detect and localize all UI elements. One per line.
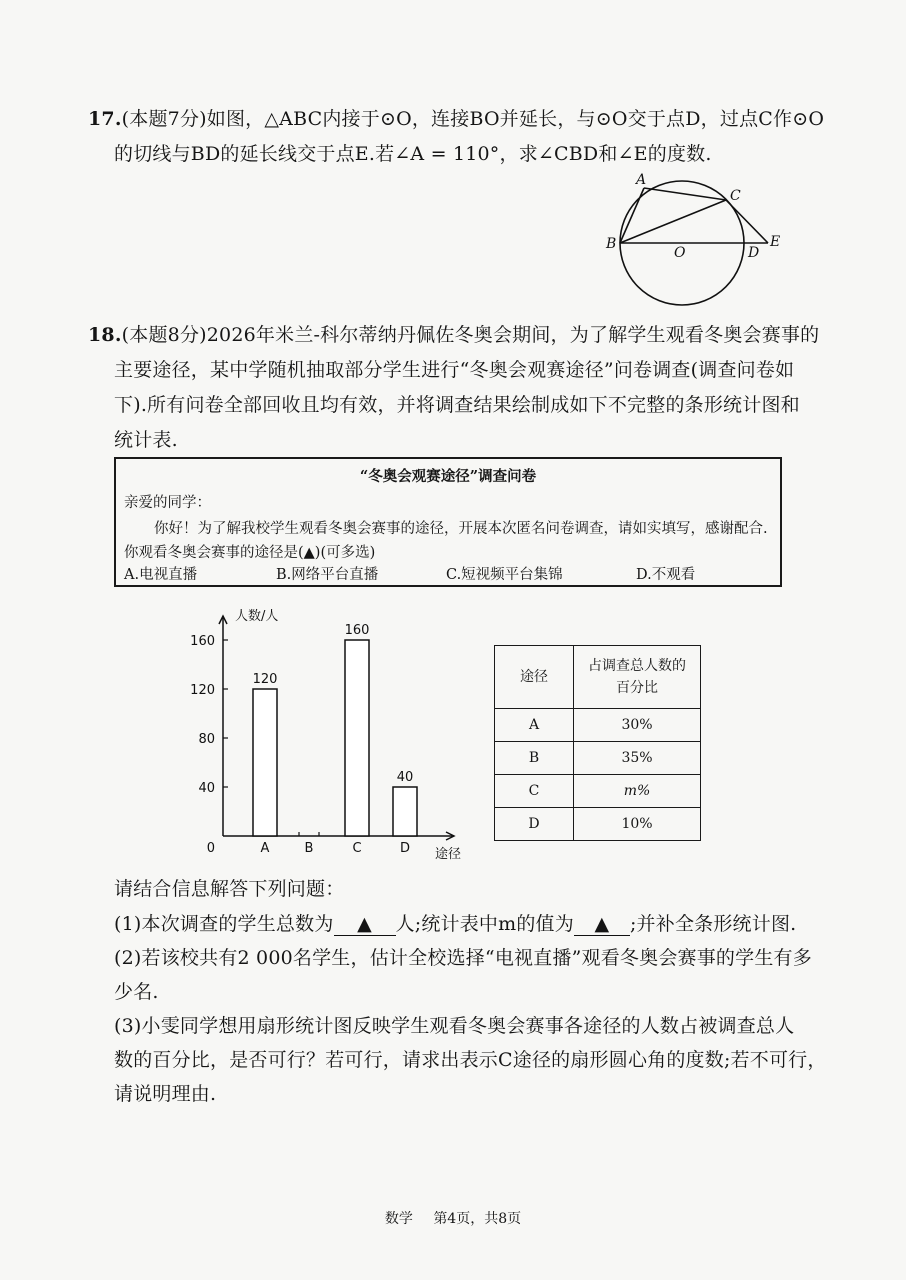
q18-sub3-line3: 请说明理由. bbox=[114, 1083, 217, 1105]
bar-chart bbox=[188, 598, 478, 868]
bar-c bbox=[345, 640, 369, 836]
q17-line1 bbox=[88, 104, 824, 131]
circle-geometry-figure bbox=[598, 168, 788, 308]
x-tick-label: A bbox=[260, 841, 270, 856]
y-tick-label: 40 bbox=[198, 781, 215, 796]
footer-subject: 数学 bbox=[384, 1211, 413, 1227]
y-tick-label: 120 bbox=[190, 683, 215, 698]
row-percent: 35% bbox=[574, 742, 701, 775]
table-row bbox=[495, 775, 701, 808]
row-percent: 10% bbox=[574, 808, 701, 841]
table-row bbox=[495, 742, 701, 775]
x-tick-label: C bbox=[352, 841, 362, 856]
table-row bbox=[495, 808, 701, 841]
q18-text-1: (本题8分)2026年米兰-科尔蒂纳丹佩佐冬奥会期间，为了解学生观看冬奥会赛事的 bbox=[121, 324, 820, 346]
survey-title: “冬奥会观赛途径”调查问卷 bbox=[359, 468, 537, 485]
data-label: 40 bbox=[396, 770, 414, 785]
q17-number: 17. bbox=[88, 108, 122, 130]
label-d: D bbox=[748, 245, 760, 261]
label-a: A bbox=[636, 172, 647, 188]
q18-sub2-line2: 少名. bbox=[114, 981, 159, 1003]
q18-sub3-line2: 数的百分比，是否可行？若可行，请求出表示C途径的扇形圆心角的度数;若不可行， bbox=[114, 1049, 827, 1071]
row-path: A bbox=[495, 709, 574, 742]
x-tick-label: B bbox=[304, 841, 314, 856]
x-tick-label: D bbox=[399, 841, 411, 856]
data-label: 160 bbox=[344, 623, 370, 638]
label-b: B bbox=[606, 236, 617, 252]
header-percent-line1: 占调查总人数的 bbox=[588, 658, 686, 674]
survey-question: 你观看冬奥会赛事的途径是(▲)(可多选) bbox=[124, 545, 376, 561]
survey-option-b: B.网络平台直播 bbox=[276, 567, 379, 583]
q18-line2: 主要途径，某中学随机抽取部分学生进行“冬奥会观赛途径”问卷调查(调查问卷如 bbox=[114, 359, 795, 381]
survey-box bbox=[114, 457, 782, 587]
q18-number: 18. bbox=[88, 324, 122, 346]
x-axis-label: 途径 bbox=[434, 847, 462, 862]
q18-prompt: 请结合信息解答下列问题： bbox=[114, 878, 345, 900]
label-e: E bbox=[770, 234, 781, 250]
q18-line4: 统计表. bbox=[114, 429, 178, 451]
y-tick-label: 160 bbox=[190, 634, 215, 649]
y-tick-label: 80 bbox=[198, 732, 215, 747]
survey-option-c: C.短视频平台集锦 bbox=[446, 567, 563, 583]
survey-intro: 你好！为了解我校学生观看冬奥会赛事的途径，开展本次匿名问卷调查，请如实填写，感谢配合. bbox=[154, 521, 768, 537]
data-label: 120 bbox=[252, 672, 278, 687]
q17-line2: 的切线与BD的延长线交于点E.若∠A = 110°，求∠CBD和∠E的度数. bbox=[114, 143, 712, 165]
stats-table bbox=[494, 645, 701, 841]
y-axis-label: 人数/人 bbox=[235, 609, 279, 624]
q18-line1 bbox=[88, 320, 819, 347]
survey-options bbox=[124, 563, 695, 584]
q18-line3: 下).所有问卷全部回收且均有效，并将调查结果绘制成如下不完整的条形统计图和 bbox=[114, 394, 800, 416]
answer-blank-m[interactable]: ▲ bbox=[574, 913, 630, 936]
footer-page: 第4页，共8页 bbox=[433, 1211, 522, 1227]
row-percent: m% bbox=[574, 775, 701, 808]
answer-blank-total[interactable]: ▲ bbox=[334, 913, 396, 936]
row-path: C bbox=[495, 775, 574, 808]
header-percent bbox=[574, 646, 701, 709]
origin-label: 0 bbox=[206, 841, 215, 856]
row-path: B bbox=[495, 742, 574, 775]
sub1-text-a: (1)本次调查的学生总数为 bbox=[114, 913, 334, 935]
q18-sub1 bbox=[114, 909, 796, 936]
survey-greeting: 亲爱的同学： bbox=[124, 495, 211, 511]
header-path: 途径 bbox=[495, 646, 574, 709]
row-percent: 30% bbox=[574, 709, 701, 742]
page-footer bbox=[0, 1208, 906, 1228]
sub1-text-c: ;并补全条形统计图. bbox=[629, 913, 797, 935]
bar-d bbox=[393, 787, 417, 836]
q18-sub2-line1: (2)若该校共有2 000名学生，估计全校选择“电视直播”观看冬奥会赛事的学生有多 bbox=[114, 947, 812, 969]
survey-option-a: A.电视直播 bbox=[124, 567, 198, 583]
label-o: O bbox=[674, 245, 686, 261]
stats-table-header bbox=[495, 646, 701, 709]
tangent-ce bbox=[726, 200, 768, 243]
table-row bbox=[495, 709, 701, 742]
q18-sub3-line1: (3)小雯同学想用扇形统计图反映学生观看冬奥会赛事各途径的人数占被调查总人 bbox=[114, 1015, 795, 1037]
sub1-text-b: 人;统计表中m的值为 bbox=[395, 913, 574, 935]
bar-a bbox=[253, 689, 277, 836]
survey-option-d: D.不观看 bbox=[636, 567, 696, 583]
header-percent-line2: 百分比 bbox=[616, 680, 658, 696]
label-c: C bbox=[730, 188, 741, 204]
row-path: D bbox=[495, 808, 574, 841]
q17-text-1: (本题7分)如图，△ABC内接于⊙O，连接BO并延长，与⊙O交于点D，过点C作⊙O bbox=[121, 108, 825, 130]
